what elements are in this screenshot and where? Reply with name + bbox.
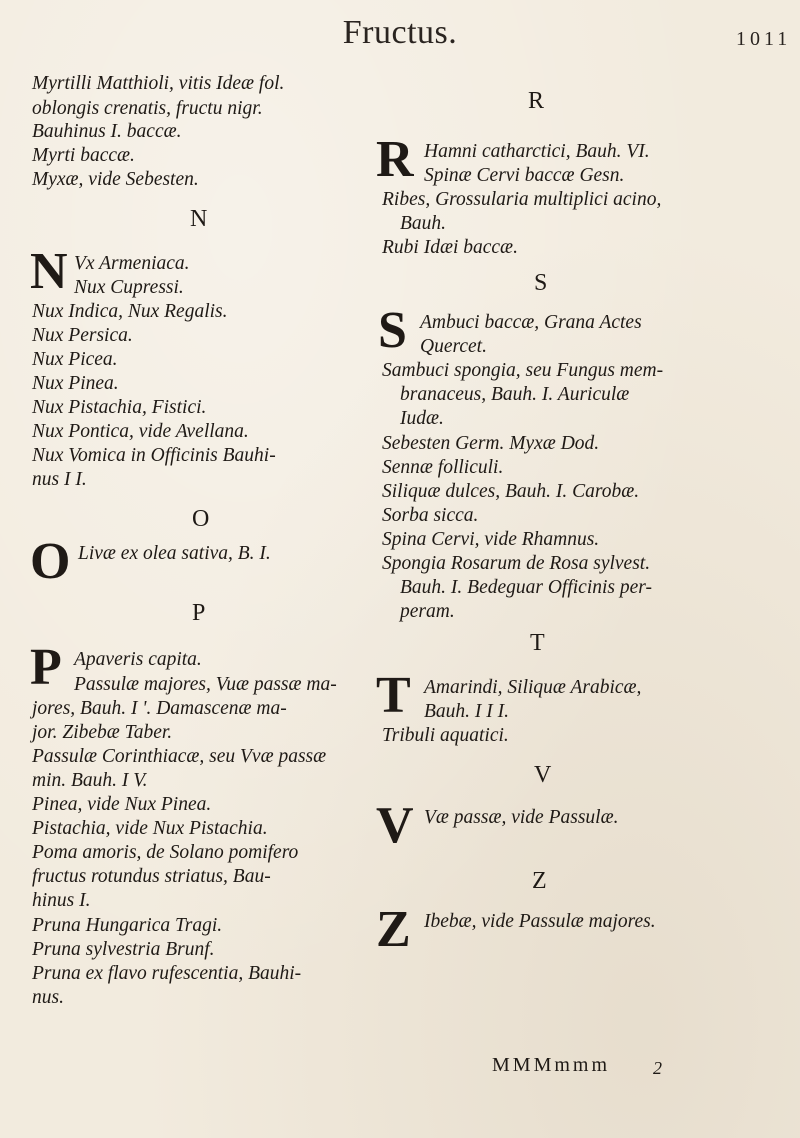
entry-line: Pruna ex flavo rufescentia, Bauhi-: [32, 963, 302, 984]
section-heading-v: V: [534, 762, 552, 788]
entry-line: Bauh.: [400, 213, 447, 234]
section-heading-z: Z: [532, 868, 547, 894]
entry-line: Passulæ majores, Vuæ passæ ma-: [74, 674, 337, 695]
entry-line: Sorba sicca.: [382, 505, 479, 526]
entry-line: branaceus, Bauh. I. Auriculæ: [400, 384, 630, 405]
drop-cap-s: S: [378, 302, 407, 359]
entry-line: Pinea, vide Nux Pinea.: [32, 794, 212, 815]
page-title: Fructus.: [342, 14, 458, 51]
entry-line: Bauhinus I. baccæ.: [32, 121, 182, 142]
entry-line: Pruna sylvestria Brunf.: [32, 939, 215, 960]
entry-line: Tribuli aquatici.: [382, 725, 509, 746]
entry-line: Nux Indica, Nux Regalis.: [32, 301, 228, 322]
section-heading-t: T: [530, 630, 545, 656]
entry-line: Myxæ, vide Sebesten.: [32, 169, 199, 190]
entry-line: Nux Pontica, vide Avellana.: [32, 421, 249, 442]
entry-line: jor. Zibebæ Taber.: [32, 722, 173, 743]
entry-line: Bauh. I. Bedeguar Officinis per-: [400, 577, 652, 598]
entry-line: Ibebæ, vide Passulæ majores.: [424, 911, 656, 932]
entry-line: Poma amoris, de Solano pomifero: [32, 842, 299, 863]
signature-number: 2: [653, 1058, 662, 1078]
drop-cap-o: O: [30, 533, 71, 590]
entry-line: Sambuci spongia, seu Fungus mem-: [382, 360, 664, 381]
entry-line: Spongia Rosarum de Rosa sylvest.: [382, 553, 651, 574]
entry-line: fructus rotundus striatus, Bau-: [32, 866, 271, 887]
entry-line: Quercet.: [420, 336, 487, 357]
signature-mark: MMMmmm: [492, 1054, 611, 1076]
entry-line: Nux Persica.: [32, 325, 133, 346]
entry-line: Pruna Hungarica Tragi.: [32, 915, 223, 936]
entry-line: Bauh. I I I.: [424, 701, 510, 722]
entry-line: Nux Pistachia, Fistici.: [32, 397, 207, 418]
entry-line: Myrti baccæ.: [32, 145, 135, 166]
entry-line: Sebesten Germ. Myxæ Dod.: [382, 433, 600, 454]
entry-line: Passulæ Corinthiacæ, seu Vvæ passæ: [32, 746, 327, 767]
entry-line: Pistachia, vide Nux Pistachia.: [32, 818, 268, 839]
entry-line: oblongis crenatis, fructu nigr.: [32, 98, 263, 119]
drop-cap-z: Z: [376, 901, 411, 958]
entry-line: peram.: [400, 601, 455, 622]
entry-line: hinus I.: [32, 890, 91, 911]
entry-line: Vx Armeniaca.: [74, 253, 190, 274]
entry-line: Hamni catharctici, Bauh. VI.: [424, 141, 650, 162]
entry-line: min. Bauh. I V.: [32, 770, 148, 791]
entry-line: Nux Picea.: [32, 349, 118, 370]
entry-line: Spina Cervi, vide Rhamnus.: [382, 529, 600, 550]
entry-line: Livæ ex olea sativa, B. I.: [78, 543, 271, 564]
entry-line: jores, Bauh. I '. Damascenæ ma-: [32, 698, 287, 719]
entry-line: Ambuci baccæ, Grana Actes: [420, 312, 642, 333]
section-heading-r: R: [528, 88, 545, 114]
entry-line: nus.: [32, 987, 64, 1008]
entry-line: Amarindi, Siliquæ Arabicæ,: [424, 677, 642, 698]
entry-line: Myrtilli Matthioli, vitis Ideæ fol.: [32, 73, 285, 94]
drop-cap-r: R: [376, 131, 414, 188]
drop-cap-n: N: [30, 243, 68, 300]
section-heading-n: N: [190, 206, 208, 232]
entry-line: Rubi Idæi baccæ.: [382, 237, 518, 258]
entry-line: nus I I.: [32, 469, 87, 490]
drop-cap-p: P: [30, 639, 62, 696]
entry-line: Apaveris capita.: [74, 649, 202, 670]
entry-line: Siliquæ dulces, Bauh. I. Carobæ.: [382, 481, 640, 502]
entry-line: Spinæ Cervi baccæ Gesn.: [424, 165, 625, 186]
section-heading-s: S: [534, 270, 548, 296]
entry-line: Iudæ.: [400, 408, 444, 429]
drop-cap-t: T: [376, 667, 411, 724]
page-number: 1011: [736, 28, 792, 50]
entry-line: Nux Cupressi.: [74, 277, 184, 298]
section-heading-o: O: [192, 506, 210, 532]
entry-line: Væ passæ, vide Passulæ.: [424, 807, 619, 828]
entry-line: Nux Pinea.: [32, 373, 119, 394]
entry-line: Sennæ folliculi.: [382, 457, 504, 478]
entry-line: Ribes, Grossularia multiplici acino,: [382, 189, 662, 210]
drop-cap-v: V: [376, 797, 414, 854]
entry-line: Nux Vomica in Officinis Bauhi-: [32, 445, 276, 466]
section-heading-p: P: [192, 600, 206, 626]
